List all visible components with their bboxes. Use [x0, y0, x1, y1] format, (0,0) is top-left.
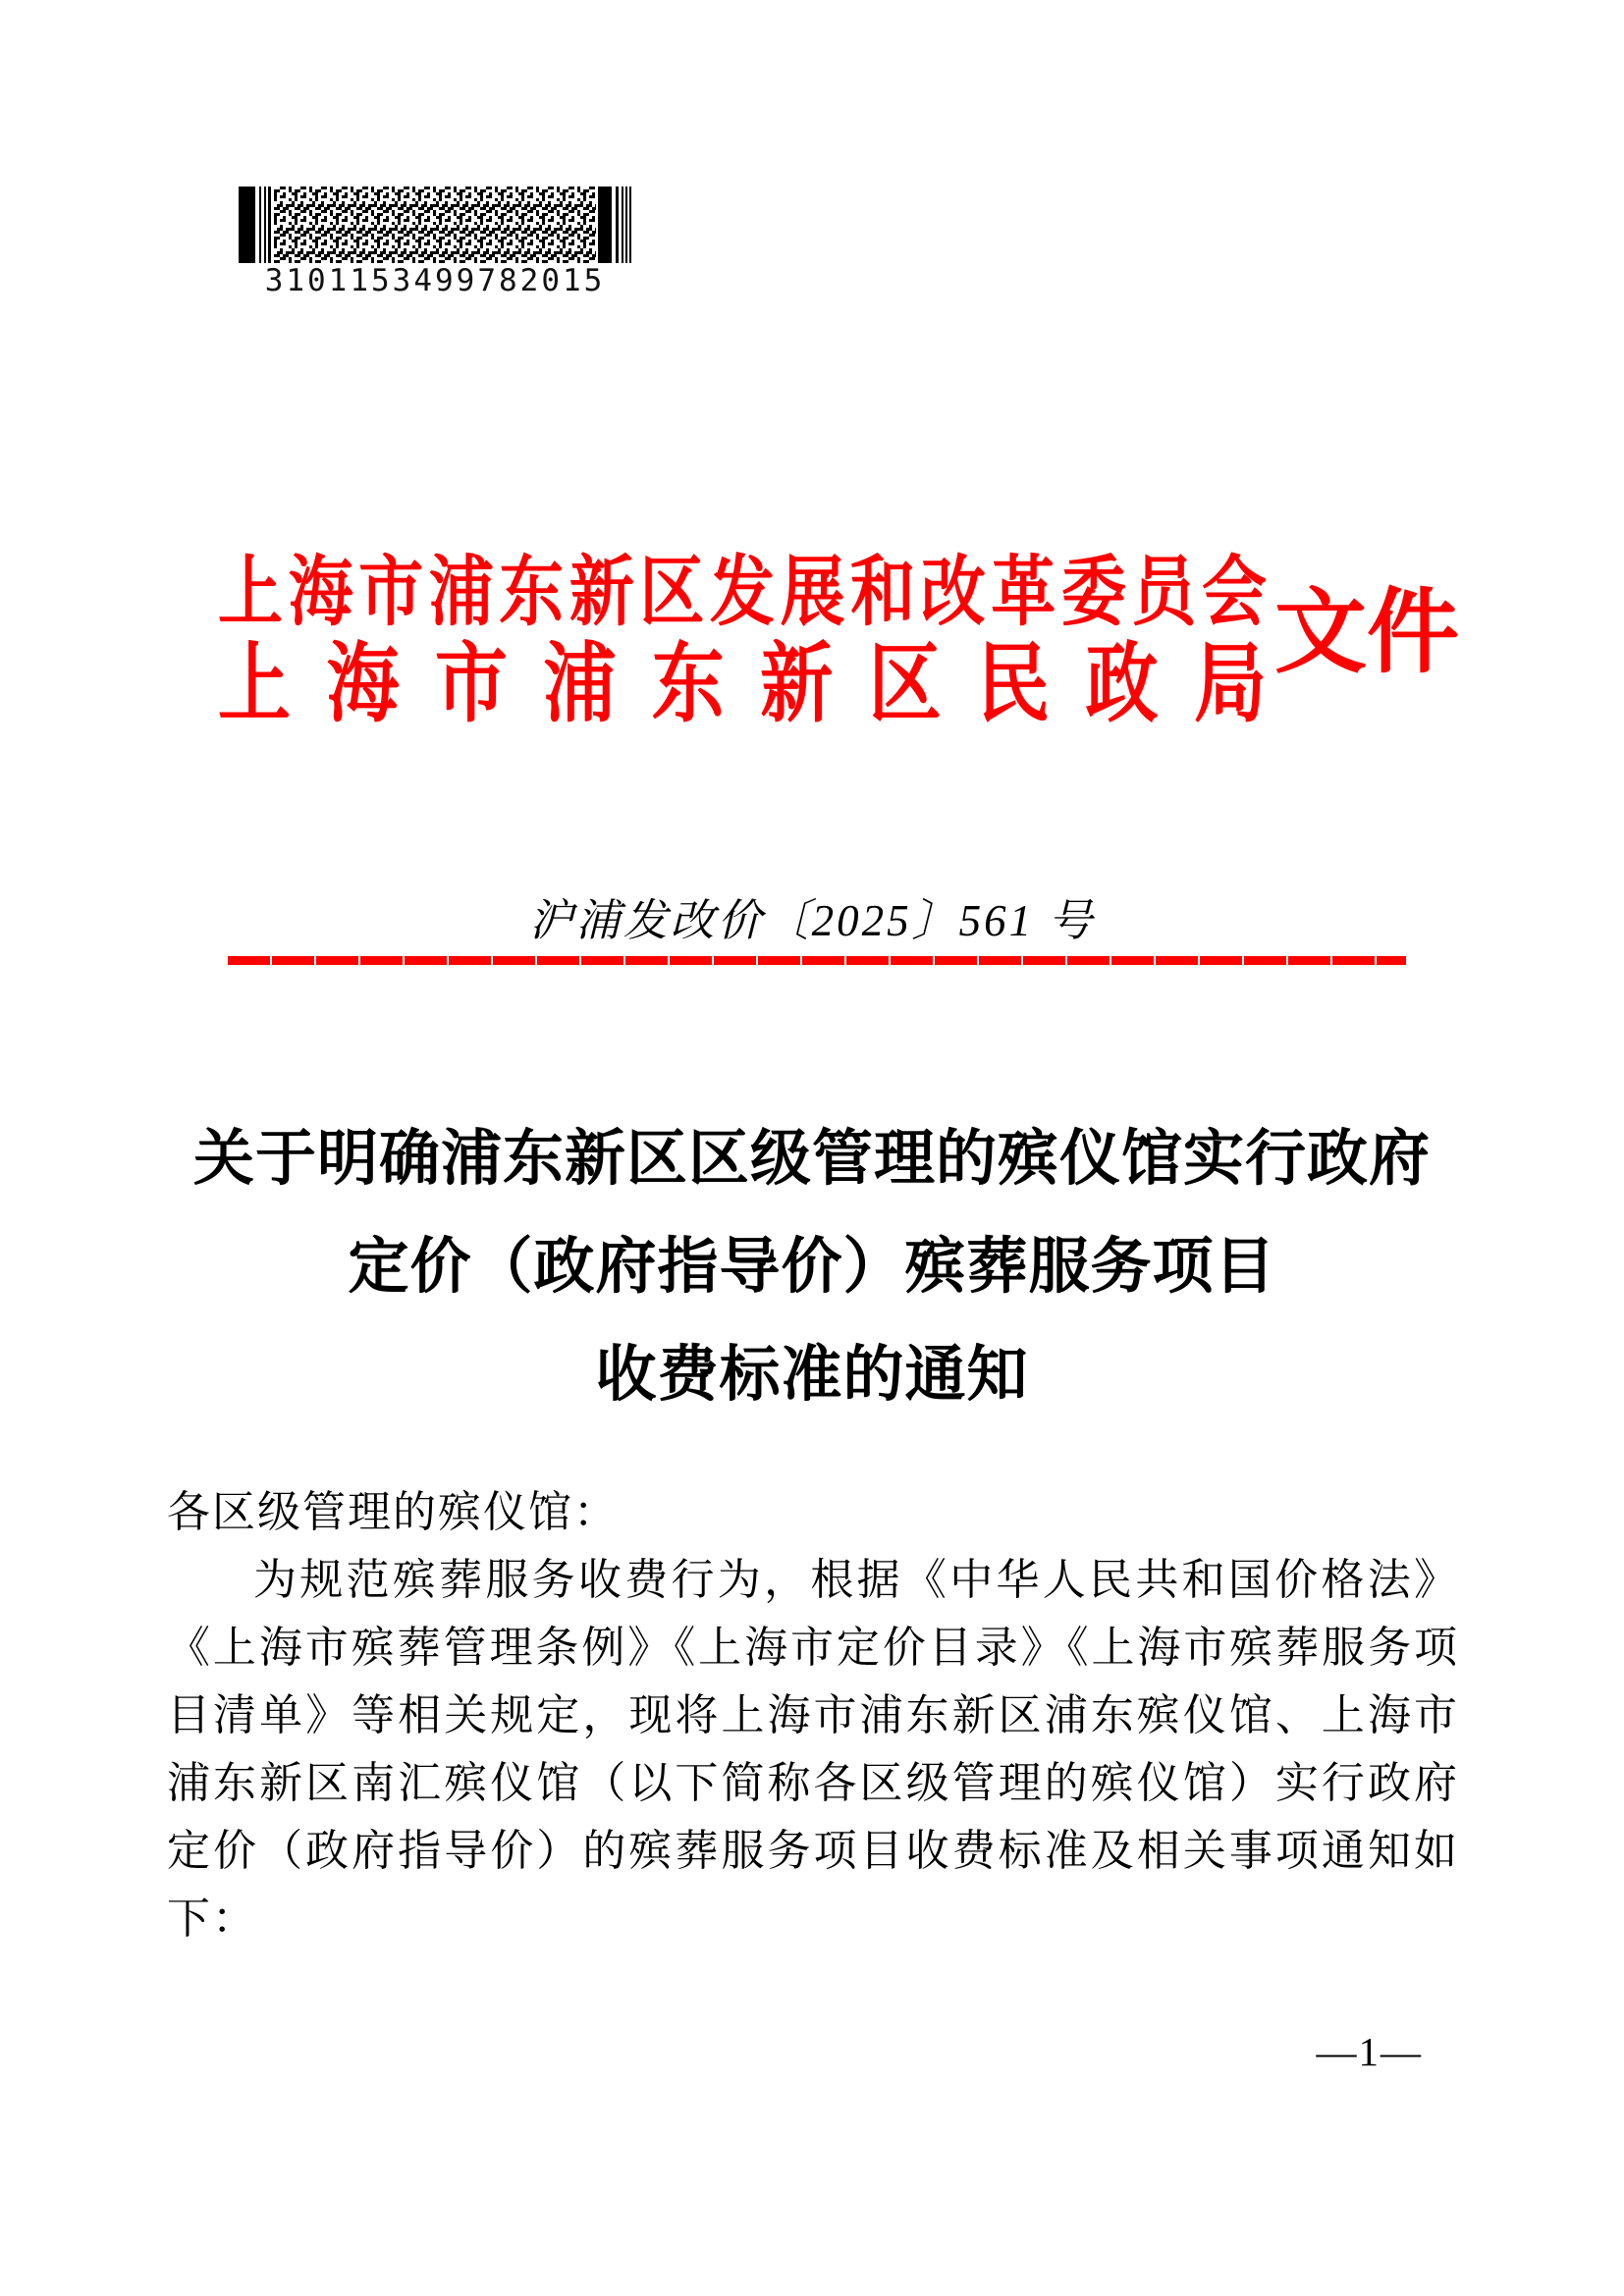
letterhead-org-line1: 上海市浦东新区发展和改革委员会: [218, 551, 1267, 636]
title-line-2: 定价（政府指导价）殡葬服务项目: [348, 1234, 1276, 1301]
body-line: 下：: [167, 1895, 257, 1943]
body-line: 为规范殡葬服务收费行为，根据《中华人民共和国价格法》: [253, 1556, 1459, 1604]
document-number: 沪浦发改价〔2025〕561 号: [528, 896, 1096, 945]
barcode-number: 3101153499782015: [264, 263, 606, 298]
letterhead-org-line2: 上海市浦东新区民政局: [218, 637, 1267, 734]
page-number: —1—: [1316, 2029, 1423, 2074]
title-line-1: 关于明确浦东新区区级管理的殡仪馆实行政府: [192, 1126, 1431, 1193]
body-line: 浦东新区南汇殡仪馆（以下简称各区级管理的殡仪馆）实行政府: [167, 1759, 1459, 1807]
title-line-3: 收费标准的通知: [595, 1342, 1029, 1409]
body-salutation: 各区级管理的殡仪馆：: [167, 1488, 619, 1536]
barcode-image: [239, 187, 631, 263]
body-line: 目清单》等相关规定，现将上海市浦东新区浦东殡仪馆、上海市: [167, 1691, 1459, 1739]
body-line: 《上海市殡葬管理条例》《上海市定价目录》《上海市殡葬服务项: [167, 1624, 1459, 1672]
letterhead-doc-type-label: 文件: [1274, 582, 1460, 684]
document-title: [0, 1105, 1624, 1429]
document-body: [167, 1478, 1459, 1952]
red-divider-rule: [228, 956, 1406, 965]
body-line: 定价（政府指导价）的殡葬服务项目收费标准及相关事项通知如: [167, 1827, 1459, 1875]
